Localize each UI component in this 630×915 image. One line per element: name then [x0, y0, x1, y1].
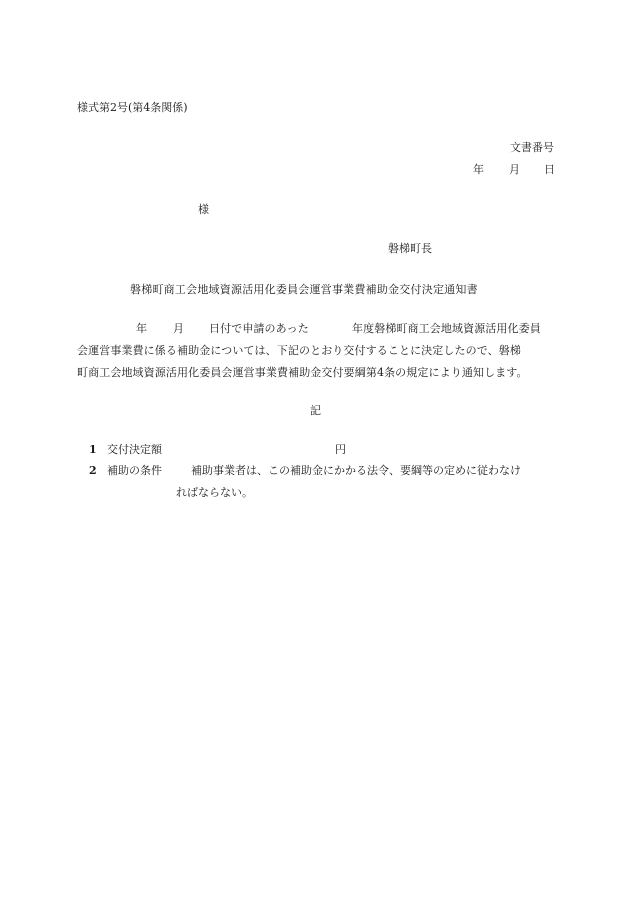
date-month-unit: 月: [509, 163, 520, 176]
item-1-number: 1: [89, 443, 97, 456]
form-label: 様式第2号(第4条関係): [77, 101, 188, 114]
date-day-unit: 日: [544, 163, 555, 176]
document-number-label: 文書番号: [510, 141, 554, 154]
item-2-text-line2: ればならない。: [176, 486, 253, 499]
body-line1-text-b: 年度磐梯町商工会地域資源活用化委員: [352, 322, 541, 335]
item-1-label: 交付決定額: [107, 443, 162, 456]
issuer-name: 磐梯町長: [388, 242, 432, 255]
body-line3: 町商工会地域資源活用化委員会運営事業費補助金交付要綱第4条の規定により通知します。: [77, 366, 528, 379]
addressee-suffix: 様: [198, 203, 209, 216]
item-1-unit: 円: [335, 443, 346, 456]
notice-title: 磐梯町商工会地域資源活用化委員会運営事業費補助金交付決定通知書: [130, 283, 478, 296]
item-2-label: 補助の条件: [107, 464, 162, 477]
ki-heading: 記: [310, 404, 321, 417]
date-year-unit: 年: [473, 163, 484, 176]
body-line1-text-a: 日付で申請のあった: [209, 322, 309, 335]
item-2-number: 2: [89, 464, 97, 477]
item-2-text-line1: 補助事業者は、この補助金にかかる法令、要綱等の定めに従わなけ: [191, 464, 521, 477]
body-line2: 会運営事業費に係る補助金については、下記のとおり交付することに決定したので、磐梯: [77, 344, 521, 357]
body-line1-year-unit: 年: [136, 322, 148, 335]
body-line1-month-unit: 月: [173, 322, 185, 335]
